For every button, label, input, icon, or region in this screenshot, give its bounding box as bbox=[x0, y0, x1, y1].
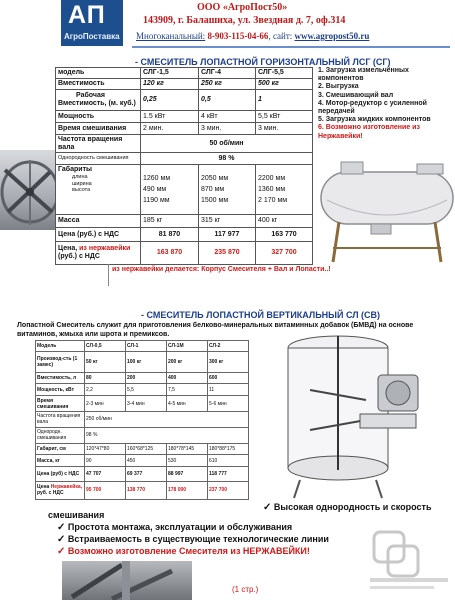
list-item bbox=[57, 522, 292, 533]
divider bbox=[108, 264, 109, 286]
section2-intro: Лопастной Смеситель служит для приготовления белково-минеральных витаминных добавок (БМВД) на основе витаминов, жмыха или шрота и премиксов. bbox=[17, 322, 414, 338]
table-cell: 81 870 bbox=[141, 228, 199, 242]
table-cell: 3 мин. bbox=[199, 123, 256, 135]
table-row bbox=[56, 135, 313, 153]
dim-value: 2200 мм bbox=[258, 175, 286, 182]
table-cell: 4-5 мин bbox=[167, 396, 208, 412]
table-cell: 160*68*125 bbox=[126, 443, 167, 455]
table-cell: 0,25 bbox=[141, 90, 199, 111]
table-cell: 3-4 мин bbox=[126, 396, 167, 412]
row-label: Габариты bbox=[58, 166, 92, 173]
table-row bbox=[56, 215, 313, 228]
table-cell: 400 кг bbox=[256, 215, 313, 228]
table-cell: 235 870 bbox=[199, 242, 256, 265]
table-cell: 0,5 bbox=[199, 90, 256, 111]
table-cell: Мощность, кВт bbox=[36, 384, 85, 396]
table-cell: 250 кг bbox=[199, 79, 256, 90]
bullet-text: Простота монтажа, эксплуатации и обслуживания bbox=[67, 522, 293, 532]
table-cell: Цена (руб) с НДС bbox=[36, 467, 85, 482]
logo-mark: АП bbox=[68, 1, 106, 29]
phone-number[interactable]: 8-903-115-04-66 bbox=[207, 31, 269, 41]
dim-value: 2 170 мм bbox=[258, 197, 288, 204]
list-item bbox=[57, 534, 329, 545]
horizontal-mixer-table bbox=[55, 67, 313, 265]
table-row bbox=[36, 396, 249, 412]
table-cell: 7,5 bbox=[167, 384, 208, 396]
table-cell: 2-3 мин bbox=[85, 396, 126, 412]
table-cell: 178 000 bbox=[167, 481, 208, 499]
table-cell: Производ-сть (1 замес) bbox=[36, 351, 85, 372]
table-cell: 200 bbox=[126, 372, 167, 384]
check-icon: ✓ bbox=[57, 546, 66, 557]
table-cell: 237 700 bbox=[208, 481, 249, 499]
table-cell: 185 кг bbox=[141, 215, 199, 228]
table-cell: 400 bbox=[167, 372, 208, 384]
section1-title: - СМЕСИТЕЛЬ ЛОПАСТНОЙ ГОРИЗОНТАЛЬНЫЙ ЛСГ (СГ) bbox=[135, 57, 391, 67]
table-row bbox=[36, 372, 249, 384]
table-row bbox=[36, 351, 249, 372]
table-cell: Время смешивания bbox=[36, 396, 85, 412]
table-cell: 80 bbox=[85, 372, 126, 384]
list-item bbox=[57, 546, 310, 557]
watermark-logo bbox=[366, 526, 451, 596]
site-label: , сайт: bbox=[268, 31, 293, 41]
logo-name: АгроПоставка bbox=[64, 32, 120, 41]
company-address: 143909, г. Балашиха, ул. Звездная д. 7, оф.314 bbox=[143, 15, 346, 26]
vertical-mixer-table bbox=[35, 340, 249, 500]
dim-value: 870 мм bbox=[201, 186, 225, 193]
table-cell: 327 700 bbox=[256, 242, 313, 265]
company-name: ООО «АгроПост50» bbox=[197, 2, 288, 13]
dim-label: длина bbox=[72, 174, 88, 180]
table-cell bbox=[56, 90, 141, 111]
table-cell: Вместимость bbox=[56, 79, 141, 90]
table-cell: Масса bbox=[56, 215, 141, 228]
bullet-text: Встраиваемость в существующие технологические линии bbox=[67, 534, 329, 544]
list-item: 4. Мотор-редуктор с усиленной передачей bbox=[318, 99, 427, 116]
benefit-tail: смешивания bbox=[48, 510, 105, 520]
check-icon: ✓ bbox=[57, 522, 66, 533]
table-row bbox=[56, 153, 313, 165]
table-cell: СЛ-1М bbox=[167, 341, 208, 352]
table-cell: 4 кВт bbox=[199, 111, 256, 123]
table-cell: 315 кг bbox=[199, 215, 256, 228]
table-cell: 88 997 bbox=[167, 467, 208, 482]
table-row bbox=[36, 481, 249, 499]
section2-title: - СМЕСИТЕЛЬ ЛОПАСТНОЙ ВЕРТИКАЛЬНЫЙ СЛ (СВ) bbox=[141, 310, 381, 320]
table-row bbox=[56, 79, 313, 90]
row-label-red: Нержавейка, bbox=[50, 484, 82, 491]
table-cell: 180*78*145 bbox=[167, 443, 208, 455]
table-cell: 69 377 bbox=[126, 467, 167, 482]
site-link[interactable]: www.agropost50.ru bbox=[294, 31, 370, 41]
table-row bbox=[56, 123, 313, 135]
table-cell bbox=[256, 165, 313, 215]
dim-value: 2050 мм bbox=[201, 175, 229, 182]
table-cell: СЛ-0,5 bbox=[85, 341, 126, 352]
table-row bbox=[36, 427, 249, 443]
table-cell: 200 кг bbox=[167, 351, 208, 372]
table-cell: Цена (руб.) с НДС bbox=[56, 228, 141, 242]
table-cell: СЛГ-4 bbox=[199, 68, 256, 79]
table-row bbox=[56, 90, 313, 111]
mixer-blades-photo bbox=[62, 561, 192, 600]
table-cell: 50 об/мин bbox=[141, 135, 313, 153]
table-row bbox=[56, 165, 313, 215]
dim-value: 1190 мм bbox=[143, 197, 170, 204]
table-cell: 500 кг bbox=[256, 79, 313, 90]
table-cell: 450 bbox=[126, 455, 167, 467]
row-label: Рабочая bbox=[76, 92, 105, 99]
table-row bbox=[56, 111, 313, 123]
table-cell: 5-6 мин bbox=[208, 396, 249, 412]
dim-label: высота bbox=[72, 187, 91, 193]
table-cell bbox=[36, 481, 85, 499]
table-cell: 47 707 bbox=[85, 467, 126, 482]
table-row bbox=[36, 443, 249, 455]
table-cell: СЛГ-1,5 bbox=[141, 68, 199, 79]
table-row bbox=[36, 411, 249, 427]
list-item: 6. Возможно изготовление из Нержавейки! bbox=[318, 124, 420, 140]
row-label: (руб.) с НДС bbox=[58, 253, 100, 260]
table-cell: СЛ-2 bbox=[208, 341, 249, 352]
table-cell: 2 мин. bbox=[141, 123, 199, 135]
benefit-high bbox=[263, 502, 431, 513]
table-cell: СЛ-1 bbox=[126, 341, 167, 352]
vertical-mixer-drawing bbox=[280, 330, 440, 500]
list-item: 1. Загрузка измельчённых компонентов bbox=[318, 67, 409, 83]
table-cell: 118 777 bbox=[208, 467, 249, 482]
page-number: (1 стр.) bbox=[232, 585, 259, 594]
list-item: 5. Загрузка жидких компонентов bbox=[318, 116, 431, 124]
table-cell: СЛГ-5,5 bbox=[256, 68, 313, 79]
check-icon: ✓ bbox=[57, 534, 66, 545]
table-cell: 90 bbox=[85, 455, 126, 467]
table-cell: 163 770 bbox=[256, 228, 313, 242]
table-row bbox=[56, 228, 313, 242]
table-cell: Масса, кг bbox=[36, 455, 85, 467]
table-cell: Частота вращения вала bbox=[36, 411, 85, 427]
table-cell: Однородность смешивания bbox=[56, 153, 141, 165]
table-row bbox=[56, 242, 313, 265]
table-cell: 50 кг bbox=[85, 351, 126, 372]
table-cell: 138 770 bbox=[126, 481, 167, 499]
row-label: руб. с НДС bbox=[37, 490, 64, 497]
benefit-text: Высокая однородность и скорость bbox=[273, 502, 432, 512]
dim-value: 490 мм bbox=[143, 186, 167, 193]
table-cell: 180*88*175 bbox=[208, 443, 249, 455]
table-cell: Время смешивания bbox=[56, 123, 141, 135]
table-row bbox=[36, 341, 249, 352]
company-logo bbox=[61, 0, 123, 46]
table-row bbox=[56, 68, 313, 79]
table-cell: 300 кг bbox=[208, 351, 249, 372]
check-icon: ✓ bbox=[263, 502, 272, 513]
table-cell bbox=[199, 165, 256, 215]
table-cell: 117 977 bbox=[199, 228, 256, 242]
dim-value: 1260 мм bbox=[143, 175, 171, 182]
horizontal-mixer-drawing bbox=[319, 150, 455, 265]
table-cell: Частота вращения вала bbox=[56, 135, 141, 153]
table-cell: 120 кг bbox=[141, 79, 199, 90]
dim-value: 1500 мм bbox=[201, 197, 229, 204]
dim-label: ширина bbox=[72, 180, 92, 187]
row-label: Цена bbox=[37, 484, 50, 491]
table-row bbox=[36, 455, 249, 467]
table-row bbox=[36, 467, 249, 482]
table-cell: Вместимость, л bbox=[36, 372, 85, 384]
table-cell: 600 bbox=[208, 372, 249, 384]
company-contacts bbox=[136, 31, 369, 41]
table-cell: 100 кг bbox=[126, 351, 167, 372]
row-label: Вместимость, (м. куб.) bbox=[58, 100, 136, 107]
table-cell: 250 об/мин bbox=[85, 411, 249, 427]
stainless-note: из нержавейки делается: Корпус Смесителя + Вал и Лопасти..! bbox=[112, 266, 331, 273]
mixer-interior-photo bbox=[0, 150, 55, 230]
table-cell bbox=[141, 165, 199, 215]
table-cell: Модель bbox=[36, 341, 85, 352]
table-cell: 11 bbox=[208, 384, 249, 396]
list-item: 3. Смешивающий вал bbox=[318, 91, 394, 99]
dim-value: 1360 мм bbox=[258, 186, 286, 193]
table-cell: 1 bbox=[256, 90, 313, 111]
table-cell: 5,5 кВт bbox=[256, 111, 313, 123]
table-cell: 95 700 bbox=[85, 481, 126, 499]
bullet-text: Возможно изготовление Смесителя из НЕРЖАВЕЙКИ! bbox=[67, 546, 310, 556]
table-cell: 5,5 bbox=[126, 384, 167, 396]
table-cell: Мощность bbox=[56, 111, 141, 123]
table-cell bbox=[56, 242, 141, 265]
table-cell: 3 мин. bbox=[256, 123, 313, 135]
table-cell: 98 % bbox=[85, 427, 249, 443]
row-label-red: из нержавейки bbox=[79, 245, 131, 252]
table-cell: Габарит, см bbox=[36, 443, 85, 455]
features-list bbox=[318, 67, 454, 141]
table-cell: 98 % bbox=[141, 153, 313, 165]
row-label: Цена, bbox=[58, 245, 78, 252]
list-item: 2. Выгрузка bbox=[318, 83, 359, 91]
table-cell bbox=[56, 165, 141, 215]
table-cell: 120*47*80 bbox=[85, 443, 126, 455]
table-cell: 1.5 кВт bbox=[141, 111, 199, 123]
phone-label: Многоканальный: bbox=[136, 31, 206, 41]
table-cell: модель bbox=[56, 68, 141, 79]
table-cell: 610 bbox=[208, 455, 249, 467]
table-cell: 163 870 bbox=[141, 242, 199, 265]
table-cell: Однородн. смешивания bbox=[36, 427, 85, 443]
table-cell: 530 bbox=[167, 455, 208, 467]
table-row bbox=[36, 384, 249, 396]
header-divider bbox=[132, 46, 450, 48]
page-header bbox=[0, 0, 455, 52]
table-cell: 2,2 bbox=[85, 384, 126, 396]
